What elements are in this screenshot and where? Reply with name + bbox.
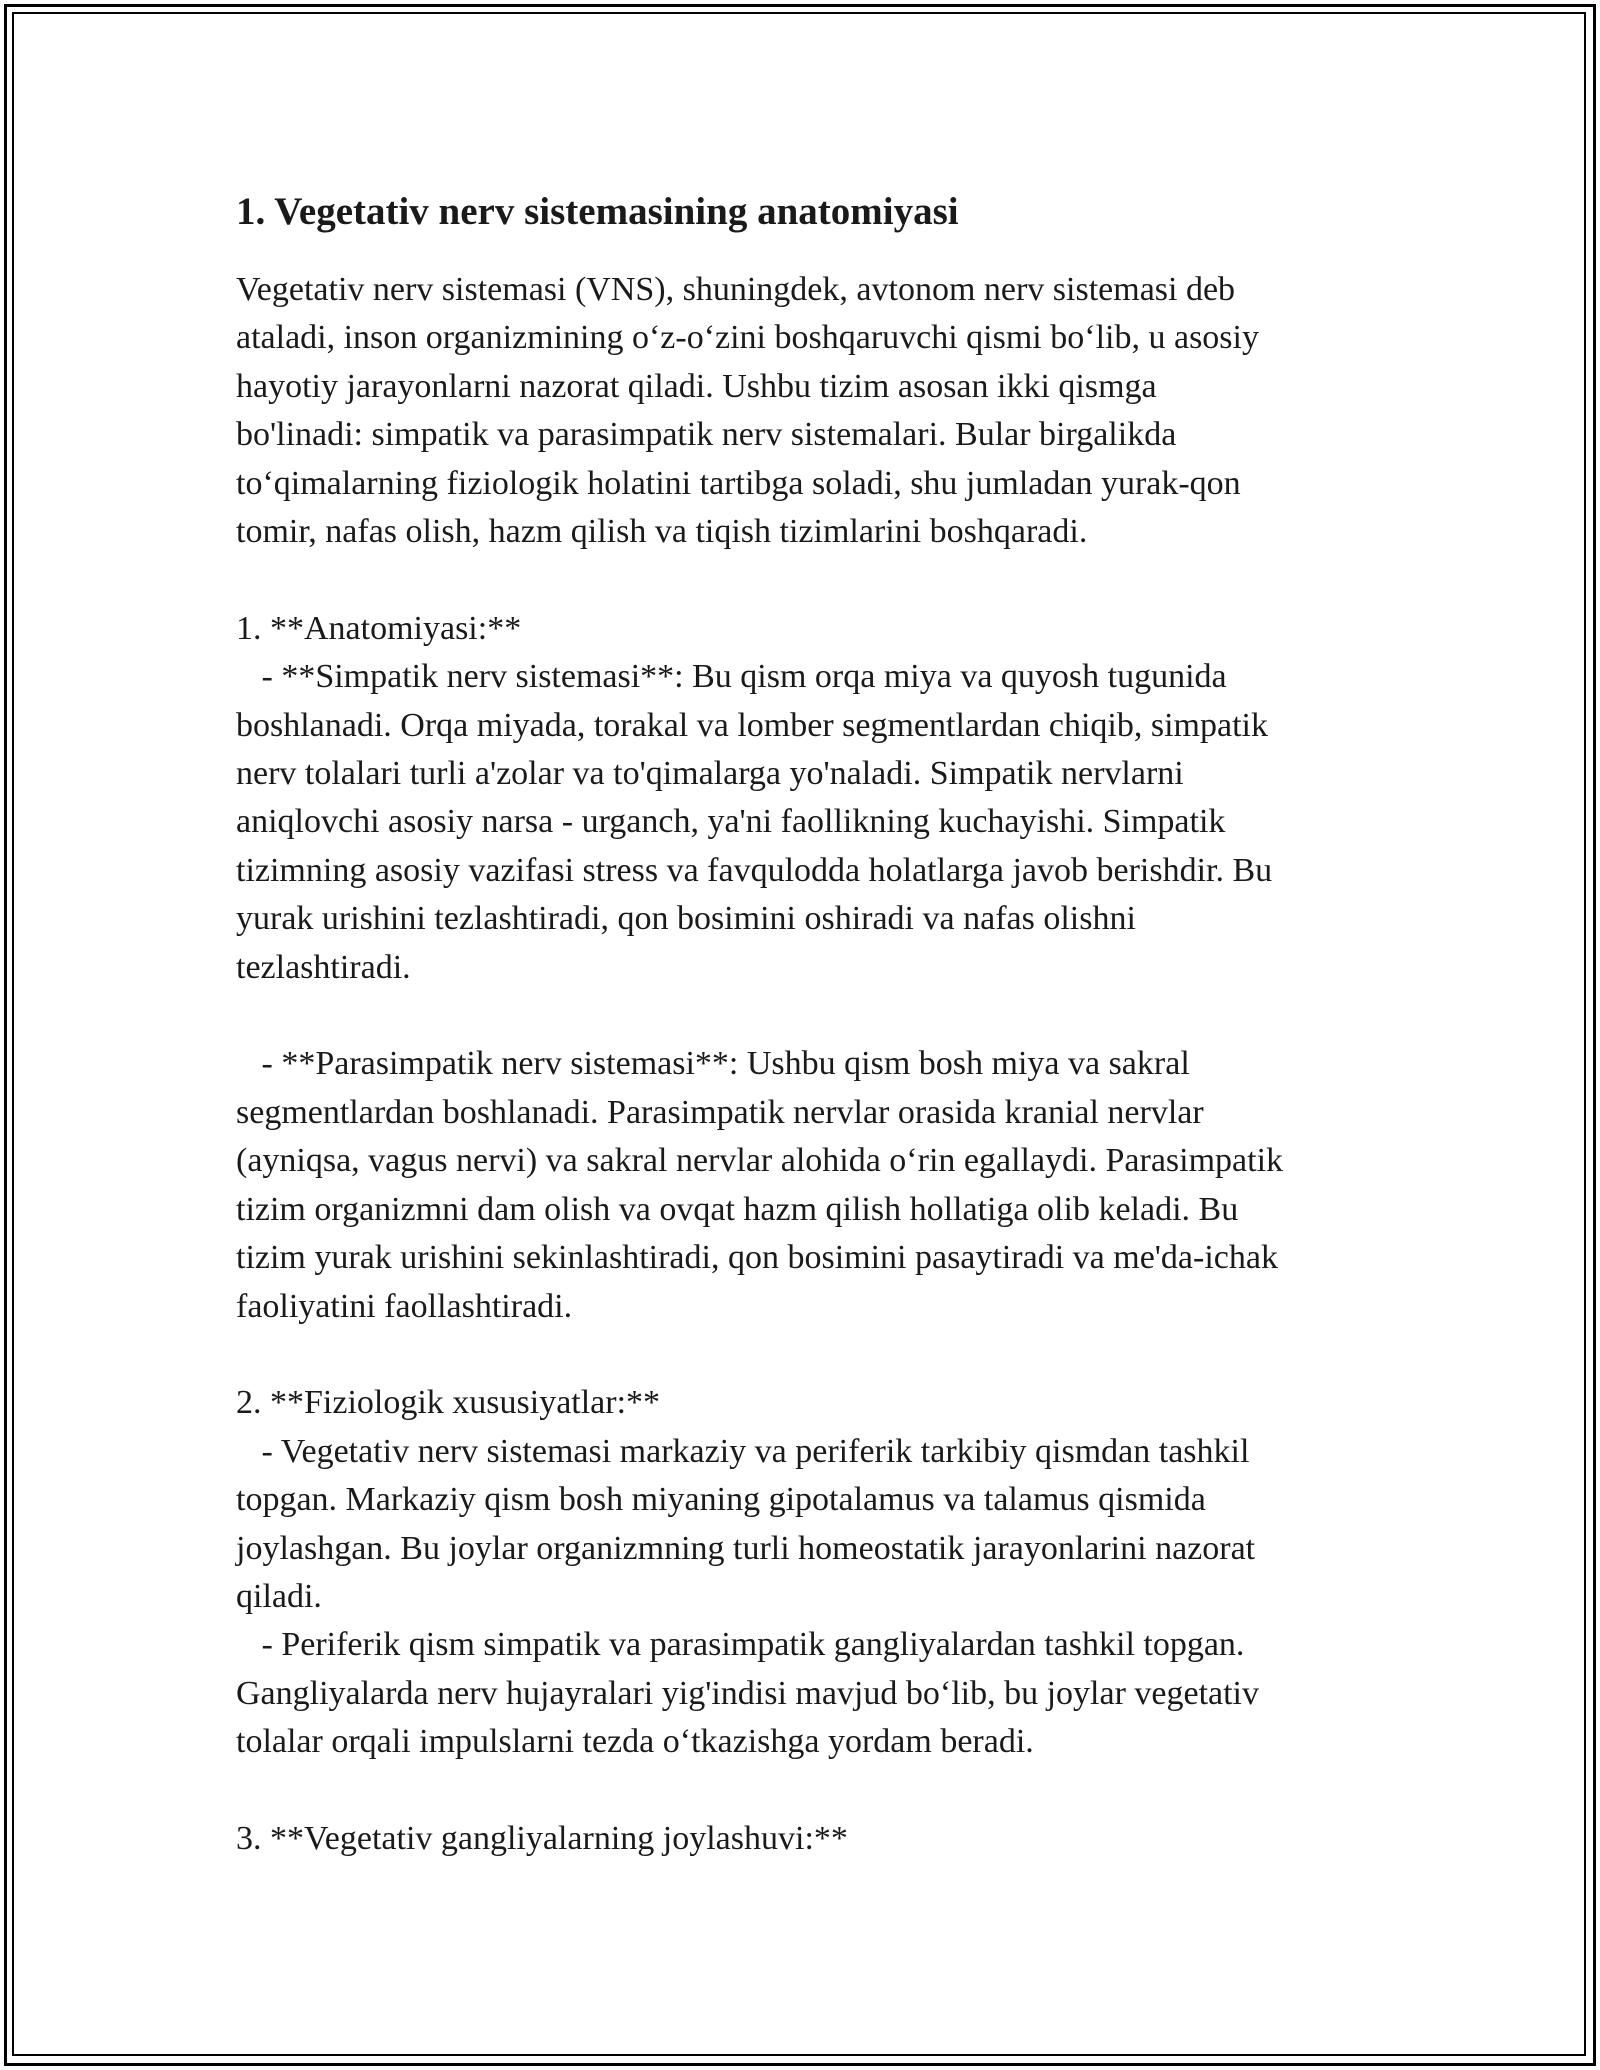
paragraph-spacer xyxy=(236,1767,1386,1815)
document-body xyxy=(236,186,1386,1863)
section-anatomy-parasympathetic: - **Parasimpatik nerv sistemasi**: Ushbu qism bosh miya va sakral segmentlardan boshlanadi. Parasimpatik nervlar orasida kranial nervlar (ayniqsa, vagus nervi) va sakral nervlar alohida o‘rin egallaydi. Parasimpatik tizim organizmni dam olish va ovqat hazm qilish hollatiga olib keladi. Bu tizim yurak urishini sekinlashtiradi, qon bosimini pasaytiradi va me'da-ichak faoliyatini faollashtiradi. xyxy=(236,1045,1284,1325)
paragraph-spacer xyxy=(236,992,1386,1040)
document-heading: 1. Vegetativ nerv sistemasining anatomiyasi xyxy=(236,190,959,233)
intro-paragraph: Vegetativ nerv sistemasi (VNS), shuningdek, avtonom nerv sistemasi deb ataladi, inson organizmining o‘z-o‘zini boshqaruvchi qismi bo‘lib, u asosiy hayotiy jarayonlarni nazorat qiladi. Ushbu tizim asosan ikki qismga bo'linadi: simpatik va parasimpatik nerv sistemalari. Bular birgalikda to‘qimalarning fiziologik holatini tartibga soladi, shu jumladan yurak-qon tomir, nafas olish, hazm qilish va tiqish tizimlarini boshqaradi. xyxy=(236,271,1259,551)
section-anatomy-simpathetic: 1. **Anatomiyasi:** - **Simpatik nerv sistemasi**: Bu qism orqa miya va quyosh tugunida boshlanadi. Orqa miyada, torakal va lomber segmentlardan chiqib, simpatik nerv tolalari turli a'zolar va to'qimalarga yo'naladi. Simpatik nervlarni aniqlovchi asosiy narsa - urganch, ya'ni faollikning kuchayishi. Simpatik tizimning asosiy vazifasi stress va favqulodda holatlarga javob berishdir. Bu yurak urishini tezlashtiradi, qon bosimini oshiradi va nafas olishni tezlashtiradi. xyxy=(236,609,1273,986)
paragraph-spacer xyxy=(236,1331,1386,1379)
paragraph-spacer xyxy=(236,556,1386,604)
section-physiology: 2. **Fiziologik xususiyatlar:** - Vegetativ nerv sistemasi markaziy va periferik tarkibiy qismdan tashkil topgan. Markaziy qism bosh miyaning gipotalamus va talamus qismida joylashgan. Bu joylar organizmning turli homeostatik jarayonlarini nazorat qiladi. - Periferik qism simpatik va parasimpatik gangliyalardan tashkil topgan. Gangliyalarda nerv hujayralari yig'indisi mavjud bo‘lib, bu joylar vegetativ tolalar orqali impulslarni tezda o‘tkazishga yordam beradi. xyxy=(236,1384,1260,1761)
section-ganglia-location: 3. **Vegetativ gangliyalarning joylashuvi:** xyxy=(236,1819,848,1857)
